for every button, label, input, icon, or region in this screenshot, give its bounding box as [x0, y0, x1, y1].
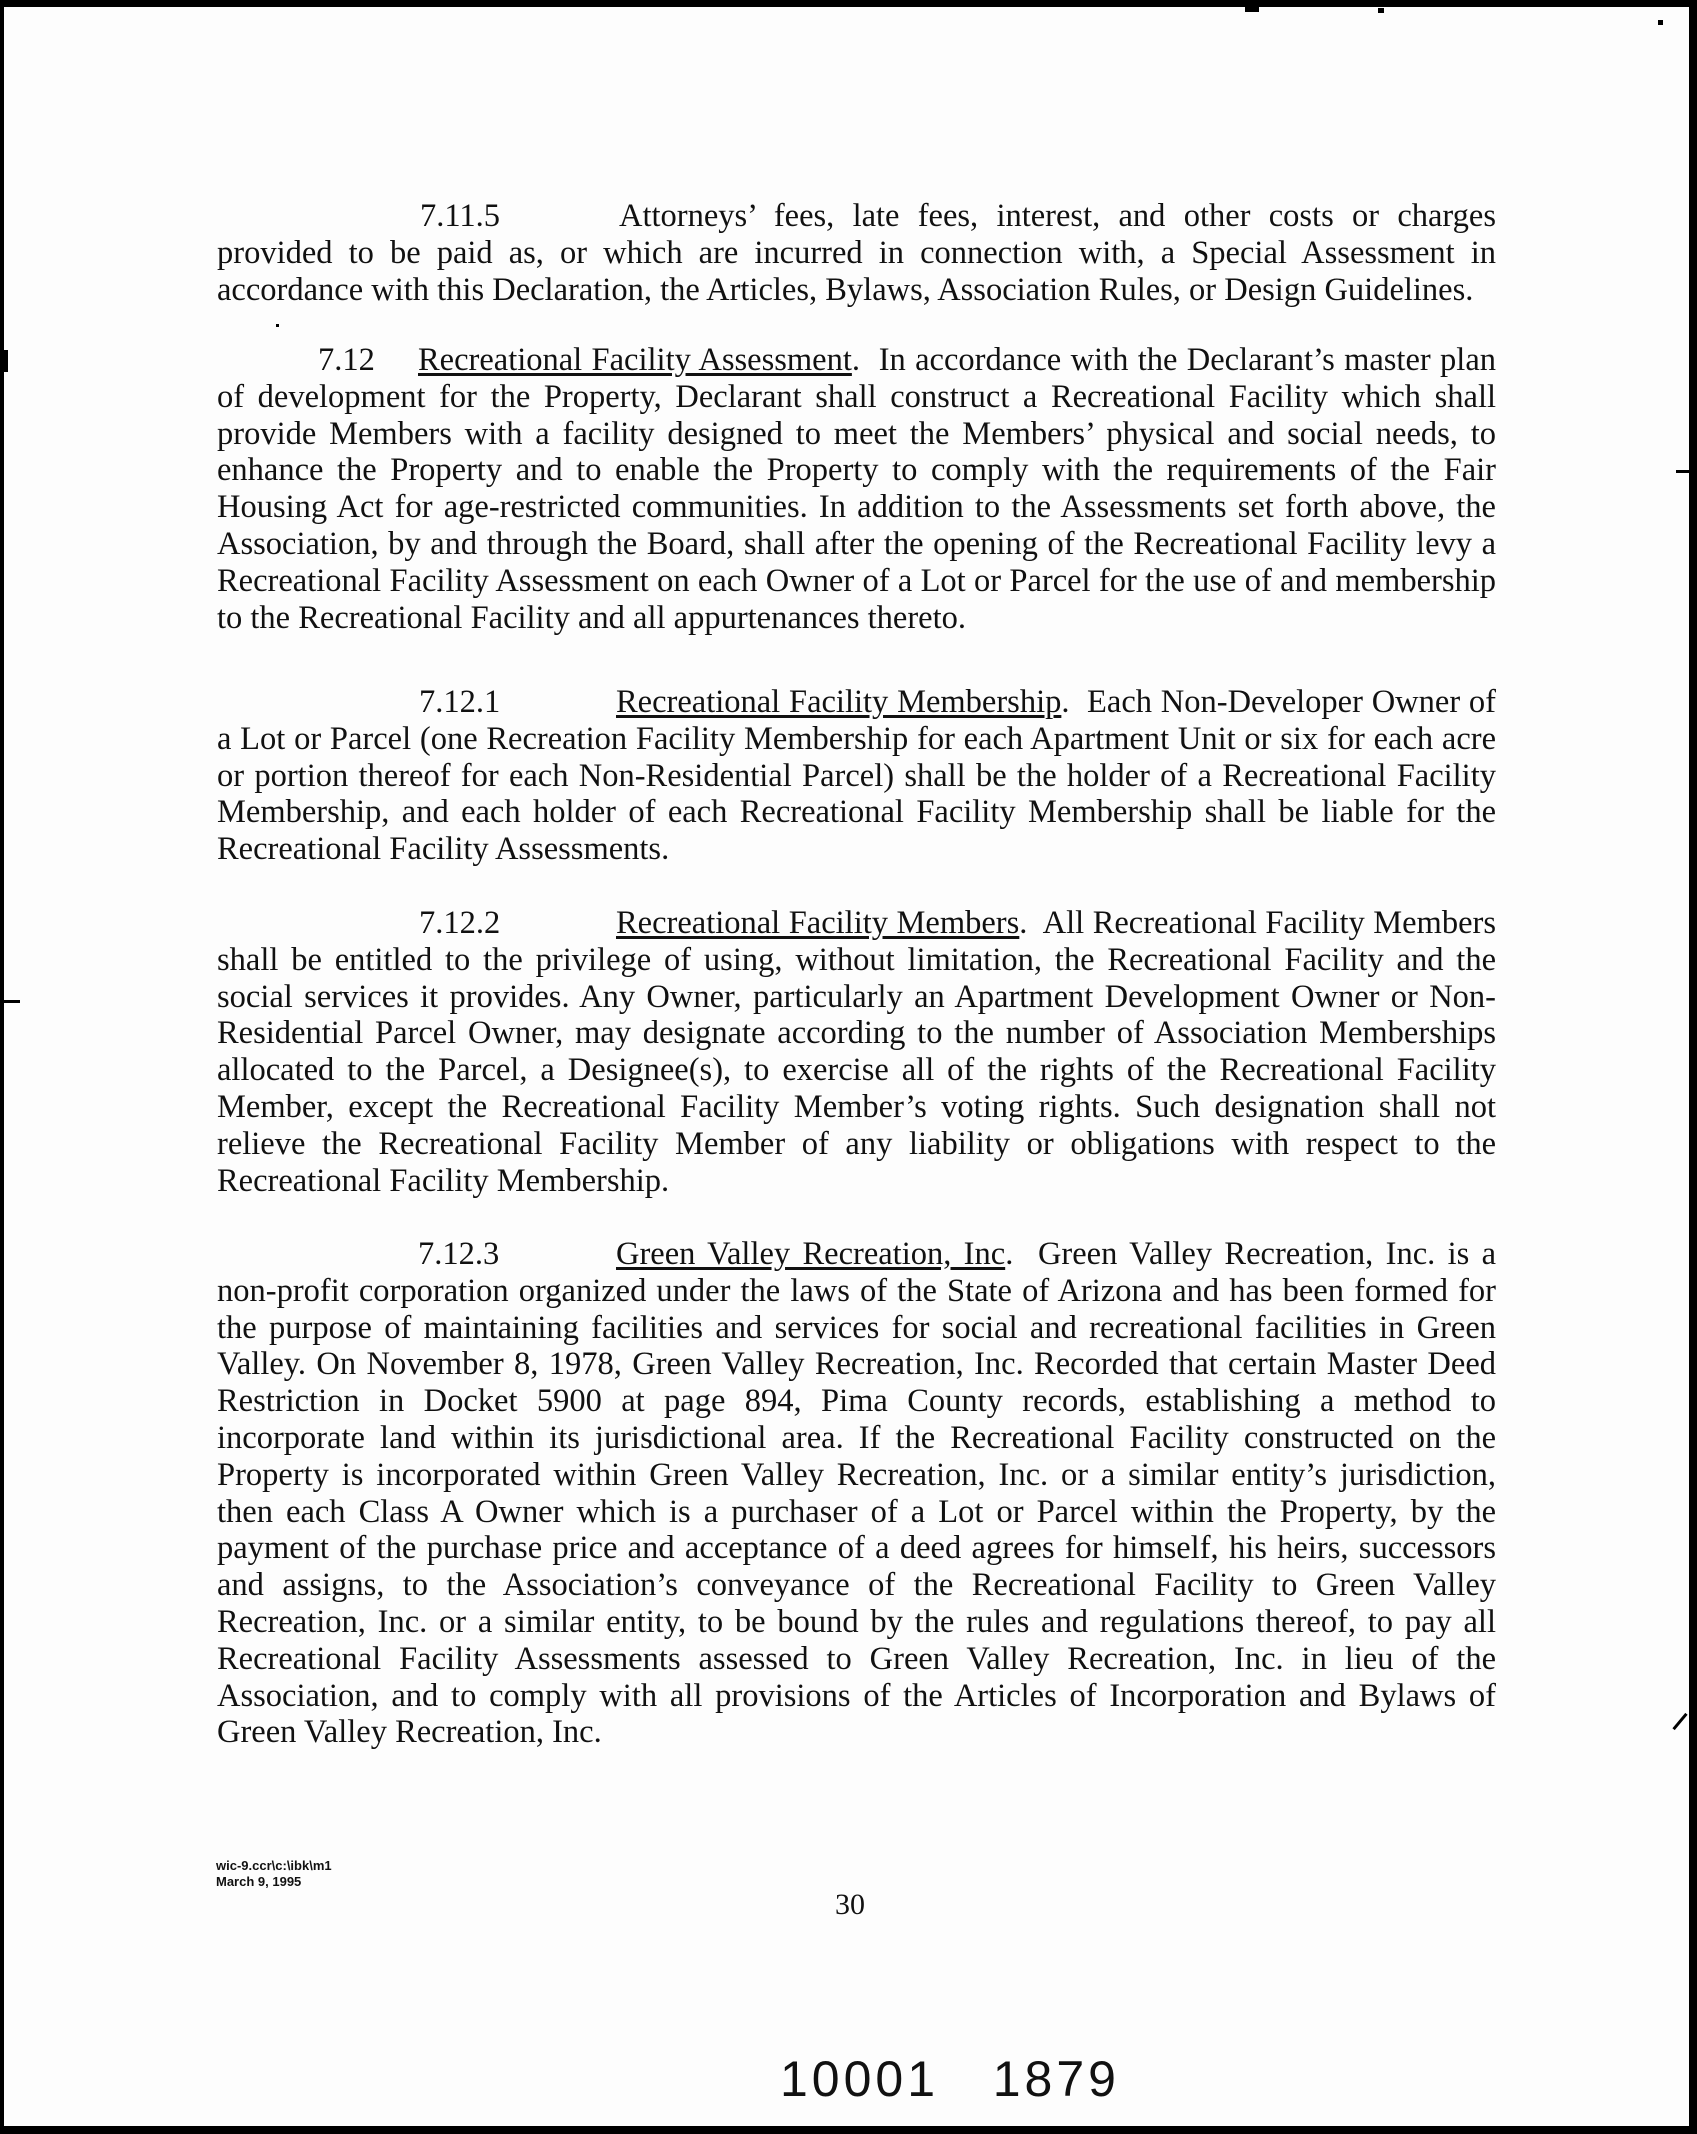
scan-speck — [1676, 470, 1690, 473]
footer-date: March 9, 1995 — [216, 1874, 302, 1889]
scan-speck — [1245, 7, 1259, 12]
section-title: Recreational Facility Membership — [616, 684, 1062, 720]
scan-speck — [1672, 1713, 1687, 1730]
section-body: All Recreational Facility Members shall be entitled to the privilege of using, without limitation, the Recreational Facility and the social services it provides. Any Owner, particularly an Apartment Development Owner or Non-Residential Parcel Owner, may designate according to the number of Association Memberships allocated to the Parcel, a Designee(s), to exercise all of the rights of the Recreational Facility Member, except the Recreational Facility Member’s voting rights. Such designation shall not relieve the Recreational Facility Member of any liability or obligations with respect to the Recreational Facility Membership. — [217, 905, 1496, 1199]
docket-number: 10001 — [780, 2051, 940, 2107]
scan-border-left — [0, 0, 4, 2134]
section-title-suffix: . — [851, 342, 860, 378]
section-title-suffix: . — [1005, 1236, 1014, 1272]
section-title: Recreational Facility Members — [616, 905, 1020, 941]
scan-speck — [4, 350, 8, 372]
section-body: Green Valley Recreation, Inc. is a non-profit corporation organized under the laws of the State of Arizona and has been formed for the purpose of maintaining facilities and services for social and recreational facilities in Green Valley. On November 8, 1978, Green Valley Recreation, Inc. Recorded that certain Master Deed Restriction in Docket 5900 at page 894, Pima County records, establishing a method to incorporate land within its jurisdictional area. If the Recreational Facility constructed on the Property is incorporated within Green Valley Recreation, Inc. or a similar entity’s jurisdiction, then each Class A Owner which is a purchaser of a Lot or Parcel within the Property, by the payment of the purchase price and acceptance of a deed agrees for himself, his heirs, successors and assigns, to the Association’s conveyance of the Recreational Facility to Green Valley Recreation, Inc. or a similar entity, to be bound by the rules and regulations thereof, to pay all Recreational Facility Assessments assessed to Green Valley Recreation, Inc. in lieu of the Association, and to comply with all provisions of the Articles of Incorporation and Bylaws of Green Valley Recreation, Inc. — [217, 1236, 1496, 1751]
section-7-12-2 — [217, 905, 1496, 1199]
scan-border-bottom — [0, 2126, 1697, 2134]
page-number: 30 — [835, 1888, 865, 1921]
docket-stamp — [780, 2050, 1120, 2108]
section-body: Attorneys’ fees, late fees, interest, and other costs or charges provided to be paid as, or which are incurred in connection with, a Special Assessment in accordance with this Declaration, the Articles, Bylaws, Association Rules, or Design Guidelines. — [217, 198, 1496, 308]
footer-file-reference — [216, 1858, 332, 1890]
scan-speck — [276, 324, 279, 327]
section-7-12 — [217, 342, 1496, 636]
section-7-12-1 — [217, 684, 1496, 868]
section-body: In accordance with the Declarant’s master plan of development for the Property, Declarant shall construct a Recreational Facility which shall provide Members with a facility designed to meet the Members’ physical and social needs, to enhance the Property and to enable the Property to comply with the requirements of the Fair Housing Act for age-restricted communities. In addition to the Assessments set forth above, the Association, by and through the Board, shall after the opening of the Recreational Facility levy a Recreational Facility Assessment on each Owner of a Lot or Parcel for the use of and membership to the Recreational Facility and all appurtenances thereto. — [217, 342, 1496, 636]
scan-border-top — [0, 0, 1697, 7]
section-number: 7.12.3 — [418, 1236, 500, 1272]
docket-page: 1879 — [992, 2051, 1120, 2107]
footer-file-path: wic-9.ccr\c:\ibk\m1 — [216, 1858, 332, 1873]
section-number: 7.12.2 — [419, 905, 501, 941]
section-7-11-5 — [217, 198, 1496, 308]
section-title: Green Valley Recreation, Inc — [616, 1236, 1006, 1272]
section-number: 7.11.5 — [420, 198, 501, 234]
section-7-12-3 — [217, 1236, 1496, 1751]
scan-border-right — [1689, 0, 1697, 2134]
scan-speck — [1378, 8, 1384, 13]
scan-speck — [4, 1000, 20, 1003]
section-body: Each Non-Developer Owner of a Lot or Parcel (one Recreation Facility Membership for each Apartment Unit or six for each acre or portion thereof for each Non-Residential Parcel) shall be the holder of a Recreational Facility Membership, and each holder of each Recreational Facility Membership shall be liable for the Recreational Facility Assessments. — [217, 684, 1496, 868]
section-number: 7.12 — [318, 342, 375, 378]
section-title-suffix: . — [1061, 684, 1070, 720]
section-title-suffix: . — [1019, 905, 1028, 941]
section-title: Recreational Facility Assessment — [418, 342, 852, 378]
section-number: 7.12.1 — [419, 684, 501, 720]
scan-speck — [1658, 20, 1663, 25]
